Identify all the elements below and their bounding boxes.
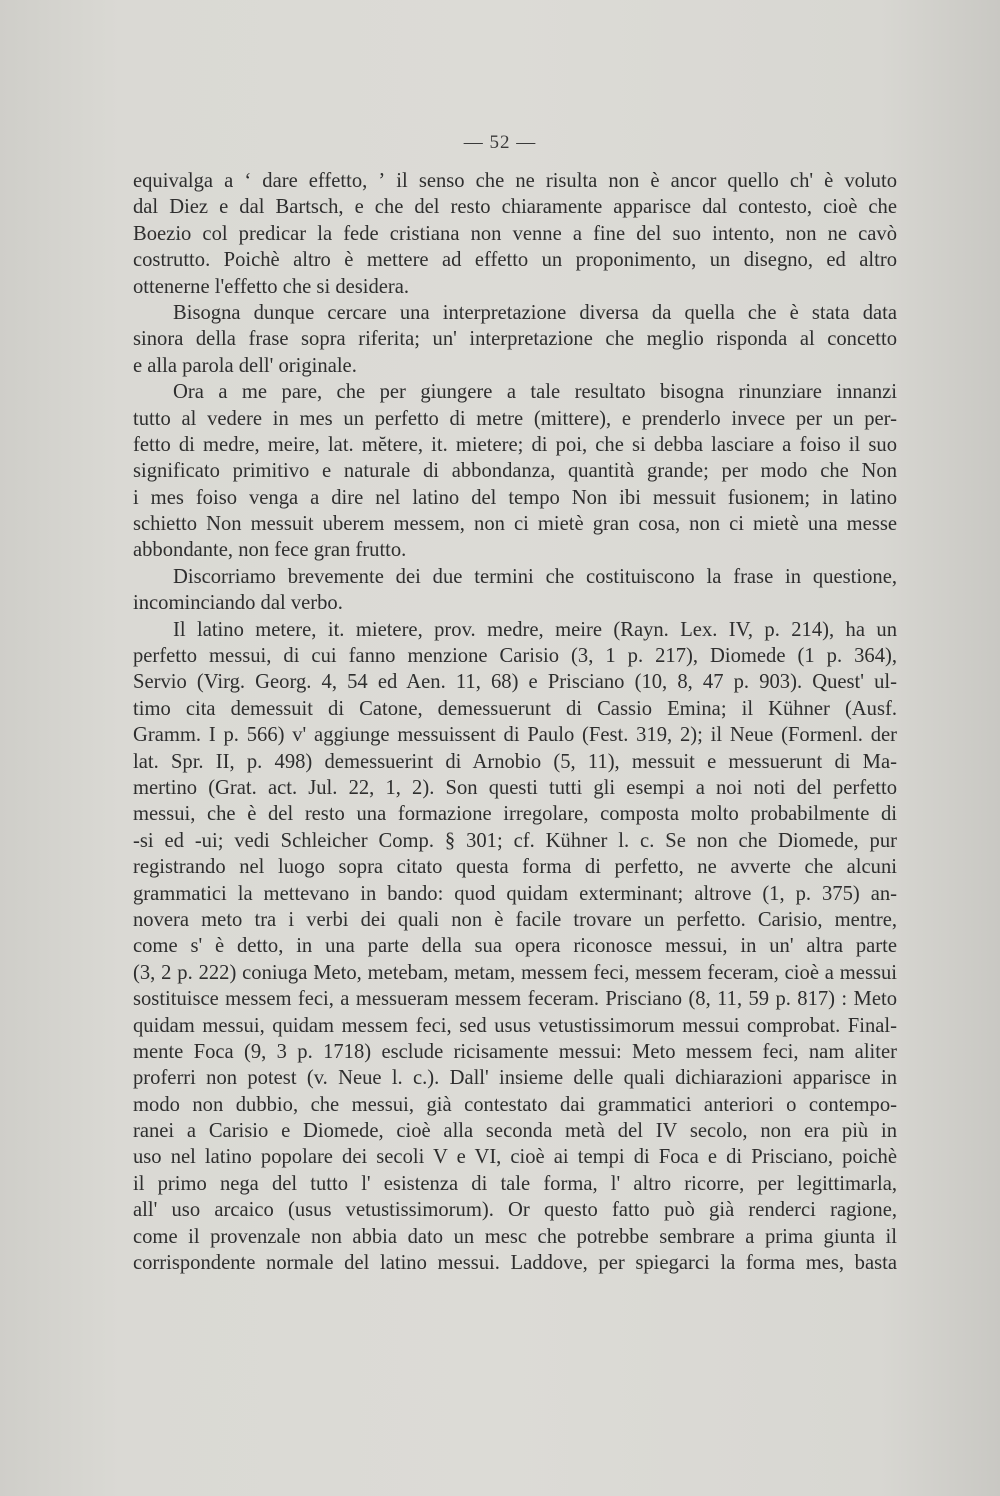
text-line: Boezio col predicar la fede cristiana non venne a fine del suo intento, non ne cavò xyxy=(133,222,897,245)
text-line: schietto Non messuit uberem messem, non ci mietè gran cosa, non ci mietè una messe xyxy=(133,513,897,536)
text-line: significato primitivo e naturale di abbondanza, quantità grande; per modo che Non xyxy=(133,460,897,483)
text-line: tutto al vedere in mes un perfetto di metre (mittere), e prenderlo invece per un per- xyxy=(133,407,897,430)
text-line: quidam messui, quidam messem feci, sed usus vetustissimorum messui comprobat. Final- xyxy=(133,1014,897,1037)
body-text xyxy=(133,168,897,1276)
text-line: i mes foiso venga a dire nel latino del tempo Non ibi messuit fusionem; in latino xyxy=(133,486,897,509)
text-line: proferri non potest (v. Neue l. c.). Dall' insieme delle quali dichiarazioni apparisce in xyxy=(133,1067,897,1090)
text-line: timo cita demessuit di Catone, demessuerunt di Cassio Emina; il Kühner (Ausf. xyxy=(133,697,897,720)
text-line: ottenerne l'effetto che si desidera. xyxy=(133,275,410,298)
text-line: registrando nel luogo sopra citato questa forma di perfetto, ne avverte che alcuni xyxy=(133,856,897,879)
text-line: novera meto tra i verbi dei quali non è facile trovare un perfetto. Carisio, mentre, xyxy=(133,908,897,931)
text-line: all' uso arcaico (usus vetustissimorum). Or questo fatto può già renderci ragione, xyxy=(133,1199,897,1222)
text-line: lat. Spr. II, p. 498) demessuerint di Arnobio (5, 11), messuit e messuerunt di Ma- xyxy=(133,750,897,773)
text-line: costrutto. Poichè altro è mettere ad effetto un proponimento, un disegno, ed altro xyxy=(133,249,897,272)
paragraph xyxy=(133,168,897,300)
paragraph xyxy=(133,564,897,617)
text-line: fetto di medre, meire, lat. mĕtere, it. mietere; di poi, che si debba lasciare a foiso il suo xyxy=(133,433,897,456)
text-line: mertino (Grat. act. Jul. 22, 1, 2). Son questi tutti gli esempi a noi noti del perfetto xyxy=(133,776,897,799)
paragraph xyxy=(133,379,897,564)
text-line: Il latino metere, it. mietere, prov. medre, meire (Rayn. Lex. IV, p. 214), ha un xyxy=(173,618,897,641)
text-line: e alla parola dell' originale. xyxy=(133,354,357,377)
text-line: perfetto messui, di cui fanno menzione Carisio (3, 1 p. 217), Diomede (1 p. 364), xyxy=(133,645,897,668)
text-line: modo non dubbio, che messui, già contestato dai grammatici anteriori o contempo- xyxy=(133,1093,897,1116)
text-line: Servio (Virg. Georg. 4, 54 ed Aen. 11, 68) e Prisciano (10, 8, 47 p. 903). Quest' ul- xyxy=(133,671,897,694)
text-line: (3, 2 p. 222) coniuga Meto, metebam, metam, messem feci, messem feceram, cioè a messui xyxy=(133,961,897,984)
text-line: come s' è detto, in una parte della sua opera riconosce messui, in un' altra parte xyxy=(133,935,897,958)
text-line: messui, che è del resto una formazione irregolare, composta molto probabilmente di xyxy=(133,803,897,826)
text-line: Bisogna dunque cercare una interpretazione diversa da quella che è stata data xyxy=(173,301,897,324)
paragraph xyxy=(133,617,897,1277)
page-number: — 52 — xyxy=(463,132,537,153)
text-line: -si ed -ui; vedi Schleicher Comp. § 301; cf. Kühner l. c. Se non che Diomede, pur xyxy=(133,829,897,852)
text-line: Discorriamo brevemente dei due termini che costituiscono la frase in questione, xyxy=(173,565,897,588)
text-line: Ora a me pare, che per giungere a tale resultato bisogna rinunziare innanzi xyxy=(173,381,897,404)
text-line: corrispondente normale del latino messui. Laddove, per spiegarci la forma mes, basta xyxy=(133,1252,897,1275)
text-line: mente Foca (9, 3 p. 1718) esclude ricisamente messui: Meto messem feci, nam aliter xyxy=(133,1040,897,1063)
text-line: abbondante, non fece gran frutto. xyxy=(133,539,407,562)
text-line: come il provenzale non abbia dato un mesc che potrebbe sembrare a prima giunta il xyxy=(133,1225,897,1248)
text-line: sinora della frase sopra riferita; un' interpretazione che meglio risponda al concetto xyxy=(133,328,897,351)
text-line: dal Diez e dal Bartsch, e che del resto chiaramente apparisce dal contesto, cioè che xyxy=(133,196,897,219)
text-line: ranei a Carisio e Diomede, cioè alla seconda metà del IV secolo, non era più in xyxy=(133,1120,897,1143)
text-line: grammatici la mettevano in bando: quod quidam exterminant; altrove (1, p. 375) an- xyxy=(133,882,897,905)
text-line: Gramm. I p. 566) v' aggiunge messuissent di Paulo (Fest. 319, 2); il Neue (Formenl. der xyxy=(133,724,897,747)
text-line: il primo nega del tutto l' esistenza di tale forma, l' altro ricorre, per legittimarla, xyxy=(133,1172,897,1195)
text-line: uso nel latino popolare dei secoli V e VI, cioè ai tempi di Foca e di Prisciano, poichè xyxy=(133,1146,897,1169)
text-line: incominciando dal verbo. xyxy=(133,592,343,615)
paragraph xyxy=(133,300,897,379)
text-line: equivalga a ʻ dare effetto, ʼ il senso che ne risulta non è ancor quello ch' è voluto xyxy=(133,170,897,192)
text-line: sostituisce messem feci, a messueram messem feceram. Prisciano (8, 11, 59 p. 817) : Meto xyxy=(133,988,897,1011)
